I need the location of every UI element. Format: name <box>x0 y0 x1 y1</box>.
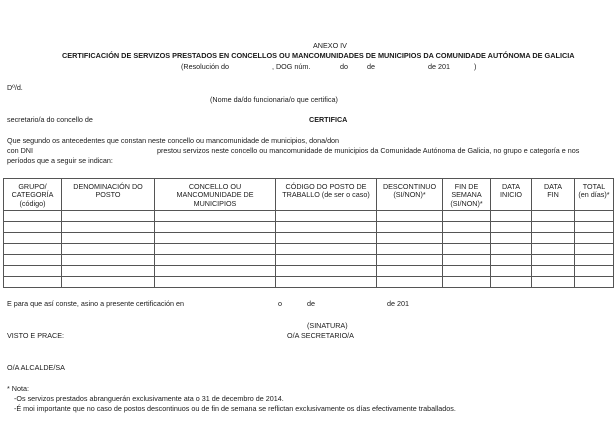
table-cell[interactable] <box>532 277 575 288</box>
resolution-part-1: (Resolución do <box>181 62 229 71</box>
name-caption: (Nome da/do funcionaria/o que certifica) <box>210 95 338 104</box>
table-cell[interactable] <box>62 211 155 222</box>
table-cell[interactable] <box>155 277 276 288</box>
table-cell[interactable] <box>532 222 575 233</box>
secretary-line: secretario/a do concello de <box>7 115 93 124</box>
table-cell[interactable] <box>62 266 155 277</box>
table-cell[interactable] <box>276 211 377 222</box>
table-cell[interactable] <box>4 233 62 244</box>
table-row <box>4 255 614 266</box>
table-cell[interactable] <box>443 244 491 255</box>
note-title: * Nota: <box>7 384 29 393</box>
table-cell[interactable] <box>491 255 532 266</box>
table-cell[interactable] <box>155 233 276 244</box>
note-item-1: -Os servizos prestados abranguerán exclusivamente ata o 31 de decembro de 2014. <box>14 394 284 403</box>
document-title: CERTIFICACIÓN DE SERVIZOS PRESTADOS EN CONCELLOS OU MANCOMUNIDADES DE MUNICIPIOS DA COMUNIDADE AUTÓNOMA DE GALICIA <box>62 51 575 60</box>
table-cell[interactable] <box>443 255 491 266</box>
table-cell[interactable] <box>575 255 614 266</box>
table-cell[interactable] <box>377 266 443 277</box>
resolution-part-6: ) <box>474 62 477 71</box>
table-cell[interactable] <box>532 255 575 266</box>
table-cell[interactable] <box>377 222 443 233</box>
closing-part-1: E para que así conste, asino a presente certificación en <box>7 299 184 308</box>
table-cell[interactable] <box>532 233 575 244</box>
paragraph-line-3: períodos que a seguir se indican: <box>7 156 113 165</box>
table-row <box>4 211 614 222</box>
col-header-grupo: GRUPO/ CATEGORÍA (código) <box>4 179 62 211</box>
table-cell[interactable] <box>276 277 377 288</box>
table-cell[interactable] <box>4 211 62 222</box>
mayor-label: O/A ALCALDE/SA <box>7 363 65 372</box>
table-cell[interactable] <box>276 255 377 266</box>
table-header-row <box>4 179 614 211</box>
signature-label: (SINATURA) <box>307 321 348 330</box>
col-header-total: TOTAL (en días)* <box>575 179 614 211</box>
table-cell[interactable] <box>575 233 614 244</box>
note-item-2: -É moi importante que no caso de postos descontinuos ou de fin de semana se reflictan exclusivamente os días efectivamente traballados. <box>14 404 456 413</box>
col-header-denominacion: DENOMINACIÓN DO POSTO <box>62 179 155 211</box>
table-cell[interactable] <box>4 266 62 277</box>
table-cell[interactable] <box>155 222 276 233</box>
table-cell[interactable] <box>491 211 532 222</box>
table-cell[interactable] <box>155 255 276 266</box>
table-cell[interactable] <box>62 222 155 233</box>
resolution-part-3: do <box>340 62 348 71</box>
table-cell[interactable] <box>155 244 276 255</box>
col-header-fin-semana: FIN DE SEMANA (SI/NON)* <box>443 179 491 211</box>
table-cell[interactable] <box>377 211 443 222</box>
resolution-part-4: de <box>367 62 375 71</box>
resolution-part-5: de 201 <box>428 62 450 71</box>
table-cell[interactable] <box>443 277 491 288</box>
table-cell[interactable] <box>575 266 614 277</box>
table-cell[interactable] <box>443 211 491 222</box>
table-cell[interactable] <box>575 211 614 222</box>
table-cell[interactable] <box>491 266 532 277</box>
table-cell[interactable] <box>377 244 443 255</box>
certifica-heading: CERTIFICA <box>309 115 348 124</box>
table-cell[interactable] <box>377 255 443 266</box>
paragraph-line-2-label: con DNI <box>7 146 33 155</box>
table-cell[interactable] <box>575 277 614 288</box>
secretary-signature-label: O/A SECRETARIO/A <box>287 331 354 340</box>
col-header-descontinuo: DESCONTINUO (SI/NON)* <box>377 179 443 211</box>
table-row <box>4 244 614 255</box>
table-cell[interactable] <box>276 244 377 255</box>
table-cell[interactable] <box>377 233 443 244</box>
table-cell[interactable] <box>62 277 155 288</box>
table-cell[interactable] <box>575 222 614 233</box>
closing-part-2: o <box>278 299 282 308</box>
table-cell[interactable] <box>491 244 532 255</box>
table-row <box>4 266 614 277</box>
col-header-concello: CONCELLO OU MANCOMUNIDADE DE MUNICIPIOS <box>155 179 276 211</box>
col-header-codigo: CÓDIGO DO POSTO DE TRABALLO (de ser o caso) <box>276 179 377 211</box>
table-cell[interactable] <box>4 255 62 266</box>
closing-part-4: de 201 <box>387 299 409 308</box>
table-cell[interactable] <box>155 266 276 277</box>
table-cell[interactable] <box>155 211 276 222</box>
visto-prace-label: VISTO E PRACE: <box>7 331 64 340</box>
table-cell[interactable] <box>491 277 532 288</box>
table-cell[interactable] <box>377 277 443 288</box>
table-cell[interactable] <box>62 233 155 244</box>
paragraph-line-1: Que segundo os antecedentes que constan neste concello ou mancomunidade de municipios, dona/don <box>7 136 340 145</box>
table-cell[interactable] <box>443 233 491 244</box>
paragraph-line-2: prestou servizos neste concello ou mancomunidade de municipios da Comunidade Autónoma de Galicia, no grupo e categoría e nos <box>157 146 580 155</box>
table-cell[interactable] <box>4 244 62 255</box>
table-cell[interactable] <box>491 222 532 233</box>
services-table <box>3 178 614 288</box>
table-row <box>4 277 614 288</box>
table-cell[interactable] <box>443 266 491 277</box>
table-cell[interactable] <box>491 233 532 244</box>
table-cell[interactable] <box>575 244 614 255</box>
table-cell[interactable] <box>62 255 155 266</box>
col-header-data-fin: DATA FIN <box>532 179 575 211</box>
closing-part-3: de <box>307 299 315 308</box>
table-cell[interactable] <box>276 222 377 233</box>
table-cell[interactable] <box>532 266 575 277</box>
table-cell[interactable] <box>4 222 62 233</box>
table-cell[interactable] <box>4 277 62 288</box>
table-row <box>4 233 614 244</box>
table-row <box>4 222 614 233</box>
table-cell[interactable] <box>532 244 575 255</box>
col-header-data-inicio: DATA INICIO <box>491 179 532 211</box>
annex-label: ANEXO IV <box>313 41 347 50</box>
name-prefix: Dº/d. <box>7 83 23 92</box>
table-cell[interactable] <box>276 233 377 244</box>
table-cell[interactable] <box>532 211 575 222</box>
table-cell[interactable] <box>276 266 377 277</box>
resolution-part-2: , DOG núm. <box>272 62 311 71</box>
table-cell[interactable] <box>443 222 491 233</box>
table-cell[interactable] <box>62 244 155 255</box>
